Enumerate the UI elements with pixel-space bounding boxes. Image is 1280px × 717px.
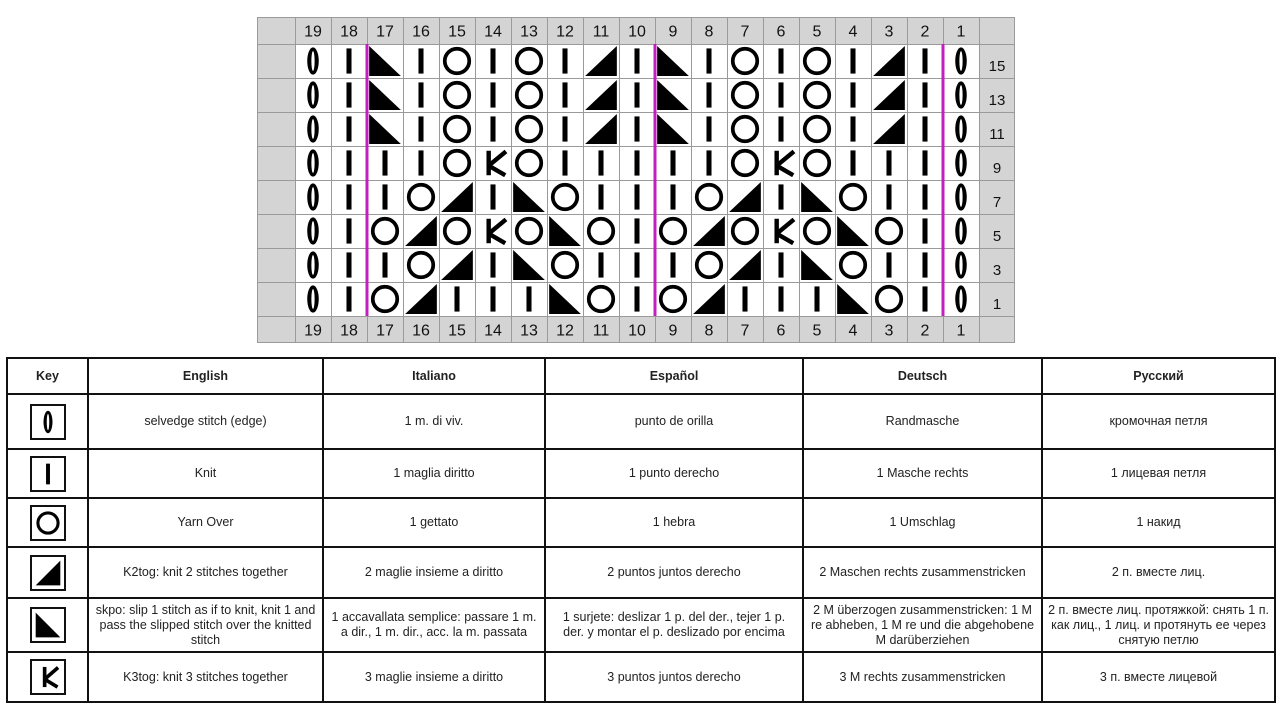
- knit-stitch-icon: [778, 116, 783, 141]
- russian-text: 1 накид: [1042, 498, 1275, 547]
- column-number-bottom: 13: [520, 322, 538, 340]
- k3tog-icon: [30, 659, 66, 695]
- knit-stitch-icon: [634, 82, 639, 107]
- column-number-top: 1: [956, 23, 966, 41]
- column-number-bottom: 8: [704, 322, 714, 340]
- row-number: 7: [992, 194, 1002, 211]
- knit-stitch-icon: [742, 286, 747, 311]
- column-number-top: 2: [920, 23, 930, 41]
- knit-stitch-icon: [670, 150, 675, 175]
- skpo-icon: [30, 607, 66, 643]
- english-text: Knit: [88, 449, 323, 498]
- column-number-bottom: 19: [304, 322, 322, 340]
- selvedge-stitch-icon: [307, 115, 319, 142]
- legend-row-skpo: [7, 598, 1275, 652]
- espanol-text: 3 puntos juntos derecho: [545, 652, 803, 702]
- knit-stitch-icon: [634, 48, 639, 73]
- english-text: skpo: slip 1 stitch as if to knit, knit 1 and pass the slipped stitch over the knitted stitch: [88, 598, 323, 652]
- knit-stitch-icon: [490, 48, 495, 73]
- column-number-bottom: 2: [920, 322, 930, 340]
- header-english: English: [88, 358, 323, 394]
- column-number-top: 7: [740, 23, 750, 41]
- legend-header-row: [7, 358, 1275, 394]
- knit-stitch-icon: [382, 184, 387, 209]
- knit-stitch-icon: [886, 150, 891, 175]
- knit-stitch-icon: [490, 116, 495, 141]
- knit-stitch-icon: [922, 218, 927, 243]
- knit-stitch-icon: [490, 82, 495, 107]
- espanol-text: 1 hebra: [545, 498, 803, 547]
- column-number-bottom: 4: [848, 322, 858, 340]
- selvedge-stitch-icon: [307, 285, 319, 312]
- column-number-top: 19: [304, 23, 322, 41]
- column-number-top: 16: [412, 23, 430, 41]
- russian-text: 2 п. вместе лиц.: [1042, 547, 1275, 598]
- knit-stitch-icon: [598, 184, 603, 209]
- selvedge-stitch-icon: [955, 217, 967, 244]
- column-number-top: 11: [592, 23, 610, 41]
- knit-stitch-icon: [778, 82, 783, 107]
- knit-stitch-icon: [418, 82, 423, 107]
- knit-stitch-icon: [346, 116, 351, 141]
- knit-stitch-icon: [490, 286, 495, 311]
- knit-stitch-icon: [418, 150, 423, 175]
- knit-stitch-icon: [562, 82, 567, 107]
- knit-stitch-icon: [346, 48, 351, 73]
- espanol-text: punto de orilla: [545, 394, 803, 449]
- knit-stitch-icon: [778, 184, 783, 209]
- knit-stitch-icon: [850, 116, 855, 141]
- knit-stitch-icon: [922, 82, 927, 107]
- knit-stitch-icon: [922, 184, 927, 209]
- knit-stitch-icon: [706, 48, 711, 73]
- knit-stitch-icon: [382, 252, 387, 277]
- column-number-top: 15: [448, 23, 466, 41]
- knit-stitch-icon: [706, 150, 711, 175]
- column-number-top: 4: [848, 23, 858, 41]
- knitting-chart: [257, 17, 1015, 343]
- selvedge-stitch-icon: [307, 183, 319, 210]
- column-number-bottom: 15: [448, 322, 466, 340]
- knit-stitch-icon: [490, 252, 495, 277]
- knit-stitch-icon: [562, 116, 567, 141]
- italiano-text: 1 accavallata semplice: passare 1 m. a dir., 1 m. dir., acc. la m. passata: [323, 598, 545, 652]
- column-number-top: 8: [704, 23, 714, 41]
- selvedge-stitch-icon: [955, 183, 967, 210]
- legend-row-knit: [7, 449, 1275, 498]
- row-number: 9: [992, 160, 1002, 177]
- english-text: K2tog: knit 2 stitches together: [88, 547, 323, 598]
- knit-stitch-icon: [634, 286, 639, 311]
- selvedge-stitch-icon: [955, 47, 967, 74]
- knit-stitch-icon: [922, 116, 927, 141]
- knit-stitch-icon: [706, 82, 711, 107]
- deutsch-text: Randmasche: [803, 394, 1042, 449]
- espanol-text: 1 surjete: deslizar 1 p. del der., tejer 1 p. der. y montar el p. deslizado por encima: [545, 598, 803, 652]
- deutsch-text: 1 Umschlag: [803, 498, 1042, 547]
- knit-stitch-icon: [670, 252, 675, 277]
- knit-stitch-icon: [850, 150, 855, 175]
- deutsch-text: 2 Maschen rechts zusammenstricken: [803, 547, 1042, 598]
- knit-stitch-icon: [562, 48, 567, 73]
- deutsch-text: 2 M überzogen zusammenstricken: 1 M re abheben, 1 M re und die abgehobene M darüberziehen: [803, 598, 1042, 652]
- column-number-top: 5: [812, 23, 822, 41]
- selvedge-stitch-icon: [955, 81, 967, 108]
- column-number-bottom: 18: [340, 322, 358, 340]
- column-number-top: 13: [520, 23, 538, 41]
- italiano-text: 2 maglie insieme a diritto: [323, 547, 545, 598]
- column-number-bottom: 10: [628, 322, 646, 340]
- knit-stitch-icon: [922, 48, 927, 73]
- column-number-top: 18: [340, 23, 358, 41]
- knit-stitch-icon: [598, 252, 603, 277]
- legend-row-k2tog: [7, 547, 1275, 598]
- header-espanol: Español: [545, 358, 803, 394]
- column-number-top: 14: [484, 23, 502, 41]
- legend-row-yarn-over: [7, 498, 1275, 547]
- knit-stitch-icon: [346, 82, 351, 107]
- legend-row-selvedge: [7, 394, 1275, 449]
- header-key: Key: [7, 358, 88, 394]
- column-number-top: 10: [628, 23, 646, 41]
- yarn-over-icon: [30, 505, 66, 541]
- selvedge-stitch-icon: [955, 149, 967, 176]
- knit-stitch-icon: [850, 48, 855, 73]
- knit-stitch-icon: [418, 116, 423, 141]
- selvedge-stitch-icon: [955, 285, 967, 312]
- legend-table: [6, 357, 1276, 703]
- english-text: K3tog: knit 3 stitches together: [88, 652, 323, 702]
- knit-stitch-icon: [670, 184, 675, 209]
- row-number: 3: [992, 262, 1002, 279]
- knit-stitch-icon: [382, 150, 387, 175]
- legend-row-k3tog: [7, 652, 1275, 702]
- column-number-bottom: 17: [376, 322, 394, 340]
- selvedge-stitch-icon: [307, 217, 319, 244]
- selvedge-stitch-icon: [955, 115, 967, 142]
- column-number-top: 17: [376, 23, 394, 41]
- knit-stitch-icon: [346, 218, 351, 243]
- selvedge-stitch-icon: [307, 251, 319, 278]
- knit-stitch-icon: [886, 252, 891, 277]
- knit-stitch-icon: [598, 150, 603, 175]
- column-number-top: 6: [776, 23, 786, 41]
- column-number-bottom: 9: [668, 322, 678, 340]
- knit-stitch-icon: [634, 184, 639, 209]
- russian-text: 2 п. вместе лиц. протяжкой: снять 1 п. как лиц., 1 лиц. и протянуть ее через снятую петлю: [1042, 598, 1275, 652]
- knit-stitch-icon: [886, 184, 891, 209]
- russian-text: кромочная петля: [1042, 394, 1275, 449]
- knit-stitch-icon: [634, 252, 639, 277]
- knit-stitch-icon: [778, 252, 783, 277]
- key-cell: [7, 652, 88, 702]
- knit-stitch-icon: [346, 286, 351, 311]
- header-deutsch: Deutsch: [803, 358, 1042, 394]
- knit-stitch-icon: [922, 150, 927, 175]
- italiano-text: 1 m. di viv.: [323, 394, 545, 449]
- english-text: Yarn Over: [88, 498, 323, 547]
- column-number-bottom: 12: [556, 322, 574, 340]
- selvedge-stitch-icon: [955, 251, 967, 278]
- knit-stitch-icon: [922, 252, 927, 277]
- knit-stitch-icon: [418, 48, 423, 73]
- knit-stitch-icon: [814, 286, 819, 311]
- knit-stitch-icon: [850, 82, 855, 107]
- knit-stitch-icon: [346, 150, 351, 175]
- knit-stitch-icon: [634, 150, 639, 175]
- knit-stitch-icon: [706, 116, 711, 141]
- italiano-text: 1 maglia diritto: [323, 449, 545, 498]
- knit-stitch-icon: [562, 150, 567, 175]
- russian-text: 1 лицевая петля: [1042, 449, 1275, 498]
- key-cell: [7, 449, 88, 498]
- knit-stitch-icon: [778, 286, 783, 311]
- column-number-bottom: 5: [812, 322, 822, 340]
- selvedge-stitch-icon: [307, 81, 319, 108]
- row-number: 13: [988, 92, 1006, 109]
- knit-stitch-icon: [634, 116, 639, 141]
- header-italiano: Italiano: [323, 358, 545, 394]
- knit-stitch-icon: [634, 218, 639, 243]
- espanol-text: 1 punto derecho: [545, 449, 803, 498]
- selvedge-stitch-icon: [307, 149, 319, 176]
- selvedge-stitch-icon: [30, 404, 66, 440]
- column-number-bottom: 6: [776, 322, 786, 340]
- italiano-text: 3 maglie insieme a diritto: [323, 652, 545, 702]
- deutsch-text: 1 Masche rechts: [803, 449, 1042, 498]
- knit-stitch-icon: [922, 286, 927, 311]
- key-cell: [7, 598, 88, 652]
- header-russian: Русский: [1042, 358, 1275, 394]
- row-number: 11: [989, 126, 1005, 143]
- column-number-top: 12: [556, 23, 574, 41]
- knitting-chart-svg: [257, 17, 1015, 343]
- knit-stitch-icon: [778, 48, 783, 73]
- knit-stitch-icon: [454, 286, 459, 311]
- knit-stitch-icon: [490, 184, 495, 209]
- row-number: 1: [992, 296, 1002, 313]
- espanol-text: 2 puntos juntos derecho: [545, 547, 803, 598]
- column-number-top: 9: [668, 23, 678, 41]
- knit-stitch-icon: [30, 456, 66, 492]
- deutsch-text: 3 M rechts zusammenstricken: [803, 652, 1042, 702]
- column-number-bottom: 1: [956, 322, 966, 340]
- knit-stitch-icon: [346, 184, 351, 209]
- row-number: 5: [992, 228, 1002, 245]
- english-text: selvedge stitch (edge): [88, 394, 323, 449]
- column-number-bottom: 14: [484, 322, 502, 340]
- key-cell: [7, 394, 88, 449]
- selvedge-stitch-icon: [307, 47, 319, 74]
- column-number-bottom: 7: [740, 322, 750, 340]
- knit-stitch-icon: [526, 286, 531, 311]
- italiano-text: 1 gettato: [323, 498, 545, 547]
- key-cell: [7, 498, 88, 547]
- column-number-bottom: 16: [412, 322, 430, 340]
- knit-stitch-icon: [346, 252, 351, 277]
- row-number: 15: [988, 58, 1006, 75]
- russian-text: 3 п. вместе лицевой: [1042, 652, 1275, 702]
- key-cell: [7, 547, 88, 598]
- column-number-bottom: 11: [592, 322, 610, 340]
- column-number-bottom: 3: [884, 322, 894, 340]
- k2tog-icon: [30, 555, 66, 591]
- column-number-top: 3: [884, 23, 894, 41]
